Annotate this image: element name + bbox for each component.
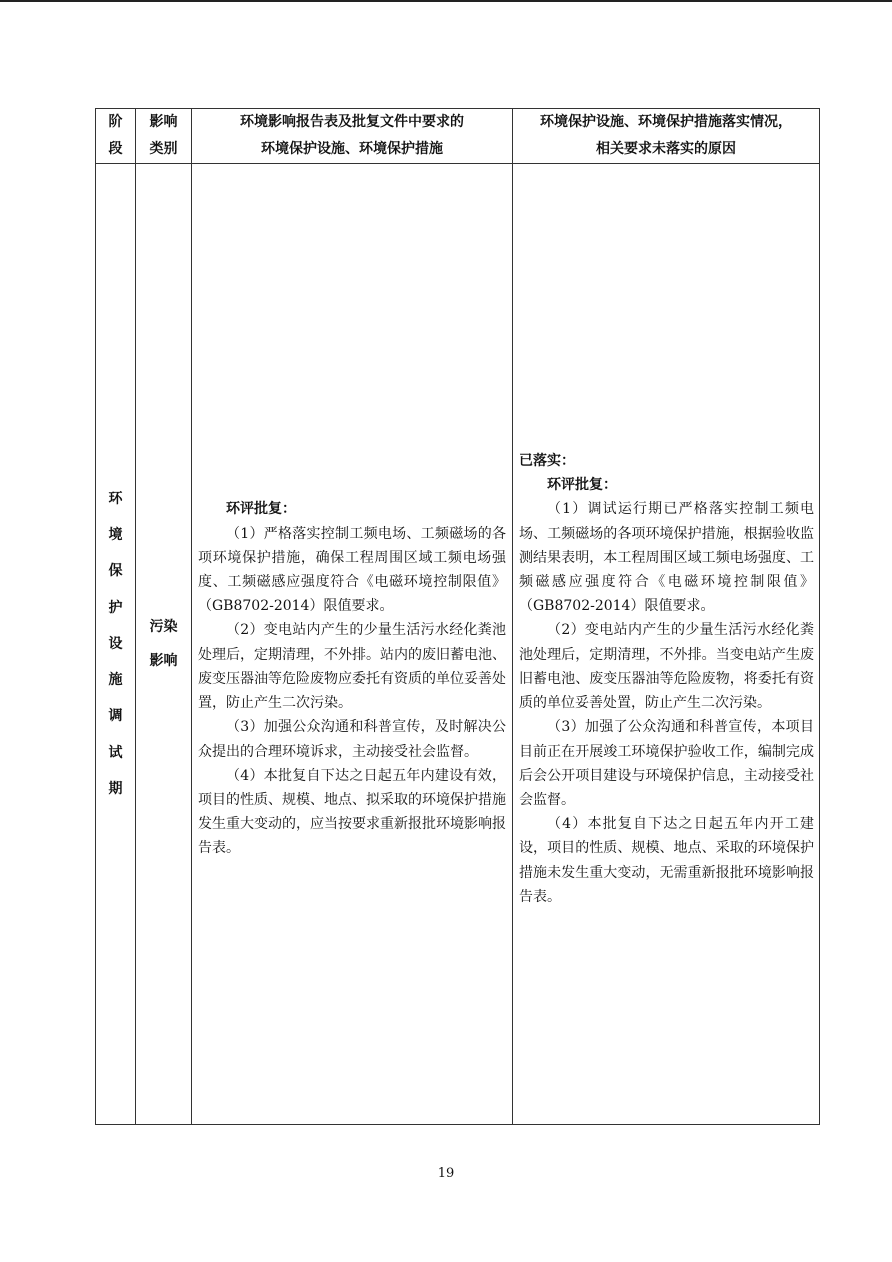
stage-char: 护 — [108, 599, 123, 616]
header-impact-type-line-2: 类别 — [149, 141, 178, 157]
header-stage-line-2: 段 — [108, 141, 123, 157]
table-row — [96, 164, 820, 1125]
implementation-status: 已落实： — [519, 453, 575, 470]
implementation-paragraph: （3）加强了公众沟通和科普宣传，本项目目前正在开展竣工环境保护验收工作，编制完成后会公开项目建设与环境保护信息，主动接受社会监督。 — [519, 719, 814, 808]
stage-char: 施 — [108, 672, 123, 689]
implementation-paragraph: （2）变电站内产生的少量生活污水经化粪池处理后，定期清理，不外排。当变电站产生废旧蓄电池、废变压器油等危险废物，将委托有资质的单位妥善处置，防止产生二次污染。 — [519, 622, 814, 712]
impact-type-line-2: 影响 — [149, 653, 178, 669]
requirement-paragraph: （4）本批复自下达之日起五年内建设有效，项目的性质、规模、地点、拟采取的环境保护措施发生重大变动的，应当按要求重新报批环境影响报告表。 — [198, 767, 506, 857]
implementation-paragraph: （1）调试运行期已严格落实控制工频电场、工频磁场的各项环境保护措施，根据验收监测结果表明，本工程周围区域工频电场强度、工频磁感应强度符合《电磁环境控制限值》（GB8702-2014）限值要求。 — [519, 501, 814, 615]
stage-char: 试 — [108, 744, 123, 761]
environmental-measures-table — [95, 108, 820, 1125]
stage-char: 境 — [108, 526, 123, 543]
header-implementation-line-2: 相关要求未落实的原因 — [596, 141, 736, 157]
impact-type-cell — [136, 164, 192, 1125]
requirements-subtitle: 环评批复： — [226, 501, 296, 518]
stage-char: 期 — [108, 781, 123, 798]
stage-char: 环 — [108, 490, 123, 507]
header-requirements-line-2: 环境保护设施、环境保护措施 — [261, 141, 443, 157]
header-implementation-line-1: 环境保护设施、环境保护措施落实情况， — [540, 114, 792, 130]
implementation-subtitle: 环评批复： — [547, 477, 617, 494]
requirement-paragraph: （1）严格落实控制工频电场、工频磁场的各项环境保护措施，确保工程周围区域工频电场强度、工频磁感应强度符合《电磁环境控制限值》（GB8702-2014）限值要求。 — [198, 525, 506, 615]
header-stage-line-1: 阶 — [108, 114, 123, 130]
header-impact-type — [136, 109, 192, 164]
page-number: 19 — [437, 1166, 455, 1181]
header-impact-type-line-1: 影响 — [149, 114, 178, 130]
header-implementation — [513, 109, 820, 164]
stage-char: 设 — [108, 635, 123, 652]
implementation-cell — [513, 164, 820, 1125]
page-top-border — [0, 0, 892, 2]
stage-char: 保 — [108, 563, 123, 580]
header-requirements — [192, 109, 513, 164]
header-stage — [96, 109, 136, 164]
requirement-paragraph: （3）加强公众沟通和科普宣传，及时解决公众提出的合理环境诉求，主动接受社会监督。 — [198, 719, 506, 760]
implementation-paragraph: （4）本批复自下达之日起五年内开工建设，项目的性质、规模、地点、采取的环境保护措施未发生重大变动，无需重新报批环境影响报告表。 — [519, 816, 814, 905]
stage-cell — [96, 164, 136, 1125]
header-requirements-line-1: 环境影响报告表及批复文件中要求的 — [240, 114, 464, 130]
impact-type-line-1: 污染 — [149, 619, 178, 635]
stage-char: 调 — [108, 708, 123, 725]
table-header-row — [96, 109, 820, 164]
requirements-cell — [192, 164, 513, 1125]
requirement-paragraph: （2）变电站内产生的少量生活污水经化粪池处理后，定期清理，不外排。站内的废旧蓄电池、废变压器油等危险废物应委托有资质的单位妥善处置，防止产生二次污染。 — [198, 622, 506, 712]
